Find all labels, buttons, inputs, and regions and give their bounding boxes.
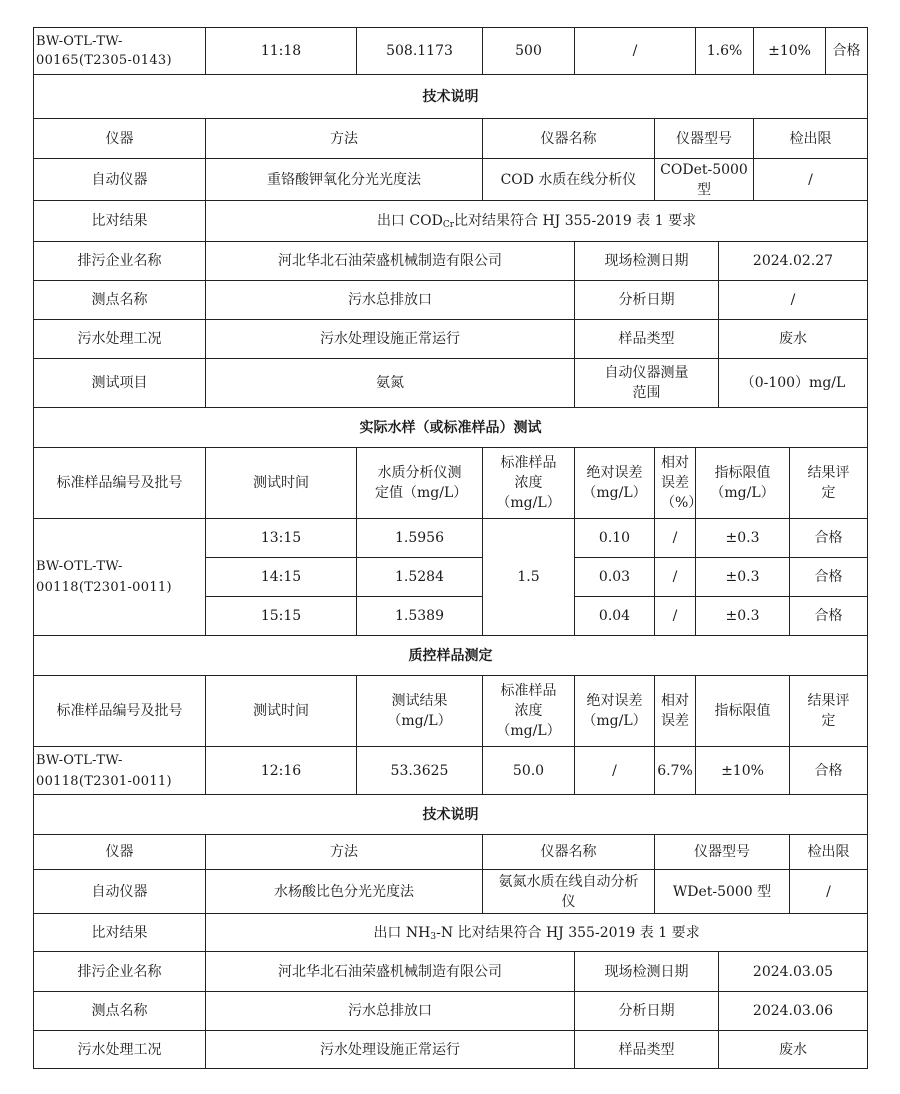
- analysis-date: 2024.03.06: [719, 992, 868, 1031]
- compare-text-subscript: 3: [430, 931, 437, 942]
- condition-label: 污水处理工况: [34, 320, 206, 359]
- header-instrument-name: 仪器名称: [483, 835, 655, 870]
- header-std-conc: 标准样品浓度（mg/L）: [483, 448, 575, 519]
- header-test-result: 测试结果（mg/L）: [357, 676, 483, 747]
- rel-error: 6.7%: [655, 747, 696, 795]
- abs-error: 0.04: [575, 597, 655, 636]
- point-name: 污水总排放口: [206, 281, 575, 320]
- sample-code: BW-OTL-TW-00118(T2301-0011): [34, 747, 206, 795]
- report-table: [33, 27, 868, 1069]
- table-row: [34, 159, 868, 201]
- instrument: 自动仪器: [34, 870, 206, 914]
- test-time: 13:15: [206, 519, 357, 558]
- company-name: 河北华北石油荣盛机械制造有限公司: [206, 952, 575, 992]
- site-date: 2024.03.05: [719, 952, 868, 992]
- measured-value: 1.5389: [357, 597, 483, 636]
- instrument-name: COD 水质在线分析仪: [483, 159, 655, 201]
- header-method: 方法: [206, 119, 483, 159]
- test-result: 53.3625: [357, 747, 483, 795]
- section-header-row: [34, 795, 868, 835]
- header-abs-error: 绝对误差（mg/L）: [575, 448, 655, 519]
- abs-error: /: [575, 747, 655, 795]
- measured-value: 1.5956: [357, 519, 483, 558]
- table-row: [34, 870, 868, 914]
- header-result: 结果评定: [790, 448, 868, 519]
- compare-result: [206, 914, 868, 952]
- company-label: 排污企业名称: [34, 952, 206, 992]
- table-row: [34, 320, 868, 359]
- test-item: 氨氮: [206, 359, 575, 408]
- abs-error: /: [575, 28, 696, 75]
- point-name: 污水总排放口: [206, 992, 575, 1031]
- instrument-model: WDet-5000 型: [655, 870, 790, 914]
- limit-value: ±0.3: [696, 597, 790, 636]
- test-time: 11:18: [206, 28, 357, 75]
- sample-type-label: 样品类型: [575, 1031, 719, 1069]
- sample-code: BW-OTL-TW-00118(T2301-0011): [34, 519, 206, 636]
- sample-type: 废水: [719, 320, 868, 359]
- header-test-time: 测试时间: [206, 448, 357, 519]
- limit-value: ±0.3: [696, 558, 790, 597]
- std-concentration: 50.0: [483, 747, 575, 795]
- abs-error: 0.10: [575, 519, 655, 558]
- date-label: 现场检测日期: [575, 952, 719, 992]
- std-concentration: 1.5: [483, 519, 575, 636]
- section-header-row: [34, 408, 868, 448]
- section-header-row: [34, 75, 868, 119]
- section-title: 技术说明: [34, 795, 868, 835]
- measured-value: 1.5284: [357, 558, 483, 597]
- std-concentration: 500: [483, 28, 575, 75]
- header-limit: 指标限值: [696, 676, 790, 747]
- table-header-row: [34, 119, 868, 159]
- header-detection-limit: 检出限: [754, 119, 868, 159]
- test-time: 15:15: [206, 597, 357, 636]
- section-title: 实际水样（或标准样品）测试: [34, 408, 868, 448]
- test-time: 14:15: [206, 558, 357, 597]
- compare-text-subscript: Cr: [442, 220, 455, 230]
- limit-value: ±10%: [754, 28, 826, 75]
- header-limit: 指标限值（mg/L）: [696, 448, 790, 519]
- measured-value: 508.1173: [357, 28, 483, 75]
- method: 重铬酸钾氧化分光光度法: [206, 159, 483, 201]
- condition-value: 污水处理设施正常运行: [206, 1031, 575, 1069]
- limit-value: ±10%: [696, 747, 790, 795]
- section-title: 技术说明: [34, 75, 868, 119]
- header-std-conc: 标准样品浓度（mg/L）: [483, 676, 575, 747]
- header-detection-limit: 检出限: [790, 835, 868, 870]
- table-header-row: [34, 448, 868, 519]
- test-time: 12:16: [206, 747, 357, 795]
- sample-type-label: 样品类型: [575, 320, 719, 359]
- rel-error: /: [655, 519, 696, 558]
- compare-result: [206, 201, 868, 242]
- header-instrument-model: 仪器型号: [655, 119, 754, 159]
- compare-text-suffix: -N 比对结果符合 HJ 355-2019 表 1 要求: [436, 924, 700, 941]
- table-header-row: [34, 676, 868, 747]
- analysis-date: /: [719, 281, 868, 320]
- result-assessment: 合格: [790, 597, 868, 636]
- section-header-row: [34, 636, 868, 676]
- header-rel-error: 相对误差（%）: [655, 448, 696, 519]
- point-label: 测点名称: [34, 992, 206, 1031]
- result-assessment: 合格: [790, 558, 868, 597]
- result-assessment: 合格: [790, 747, 868, 795]
- measurement-range: （0-100）mg/L: [719, 359, 868, 408]
- header-abs-error: 绝对误差（mg/L）: [575, 676, 655, 747]
- section-title: 质控样品测定: [34, 636, 868, 676]
- method: 水杨酸比色分光光度法: [206, 870, 483, 914]
- compare-label: 比对结果: [34, 914, 206, 952]
- condition-value: 污水处理设施正常运行: [206, 320, 575, 359]
- instrument-model: CODet-5000 型: [655, 159, 754, 201]
- table-row: [34, 28, 868, 75]
- date-label: 现场检测日期: [575, 242, 719, 281]
- limit-value: ±0.3: [696, 519, 790, 558]
- header-sample-code: 标准样品编号及批号: [34, 676, 206, 747]
- detection-limit: /: [754, 159, 868, 201]
- header-instrument: 仪器: [34, 835, 206, 870]
- sample-type: 废水: [719, 1031, 868, 1069]
- table-row: [34, 952, 868, 992]
- result-assessment: 合格: [826, 28, 868, 75]
- company-label: 排污企业名称: [34, 242, 206, 281]
- header-method: 方法: [206, 835, 483, 870]
- test-item-label: 测试项目: [34, 359, 206, 408]
- site-date: 2024.02.27: [719, 242, 868, 281]
- instrument: 自动仪器: [34, 159, 206, 201]
- header-test-time: 测试时间: [206, 676, 357, 747]
- header-result: 结果评定: [790, 676, 868, 747]
- abs-error: 0.03: [575, 558, 655, 597]
- analysis-label: 分析日期: [575, 992, 719, 1031]
- result-assessment: 合格: [790, 519, 868, 558]
- header-measured: 水质分析仪测定值（mg/L）: [357, 448, 483, 519]
- rel-error: /: [655, 597, 696, 636]
- table-row: [34, 992, 868, 1031]
- table-row: [34, 519, 868, 558]
- detection-limit: /: [790, 870, 868, 914]
- table-row: [34, 359, 868, 408]
- rel-error: 1.6%: [696, 28, 754, 75]
- header-instrument-name: 仪器名称: [483, 119, 655, 159]
- compare-text-prefix: 出口 NH: [373, 924, 431, 941]
- header-instrument: 仪器: [34, 119, 206, 159]
- header-rel-error: 相对误差: [655, 676, 696, 747]
- range-label: 自动仪器测量范围: [575, 359, 719, 408]
- table-row: [34, 914, 868, 952]
- point-label: 测点名称: [34, 281, 206, 320]
- compare-label: 比对结果: [34, 201, 206, 242]
- instrument-name: 氨氮水质在线自动分析仪: [483, 870, 655, 914]
- rel-error: /: [655, 558, 696, 597]
- table-header-row: [34, 835, 868, 870]
- condition-label: 污水处理工况: [34, 1031, 206, 1069]
- sample-code: BW-OTL-TW-00165(T2305-0143): [34, 28, 206, 75]
- compare-text-suffix: 比对结果符合 HJ 355-2019 表 1 要求: [454, 213, 697, 229]
- table-row: [34, 242, 868, 281]
- table-row: [34, 1031, 868, 1069]
- table-row: [34, 201, 868, 242]
- analysis-label: 分析日期: [575, 281, 719, 320]
- compare-text-prefix: 出口 COD: [376, 213, 443, 229]
- header-instrument-model: 仪器型号: [655, 835, 790, 870]
- company-name: 河北华北石油荣盛机械制造有限公司: [206, 242, 575, 281]
- table-row: [34, 747, 868, 795]
- header-sample-code: 标准样品编号及批号: [34, 448, 206, 519]
- table-row: [34, 281, 868, 320]
